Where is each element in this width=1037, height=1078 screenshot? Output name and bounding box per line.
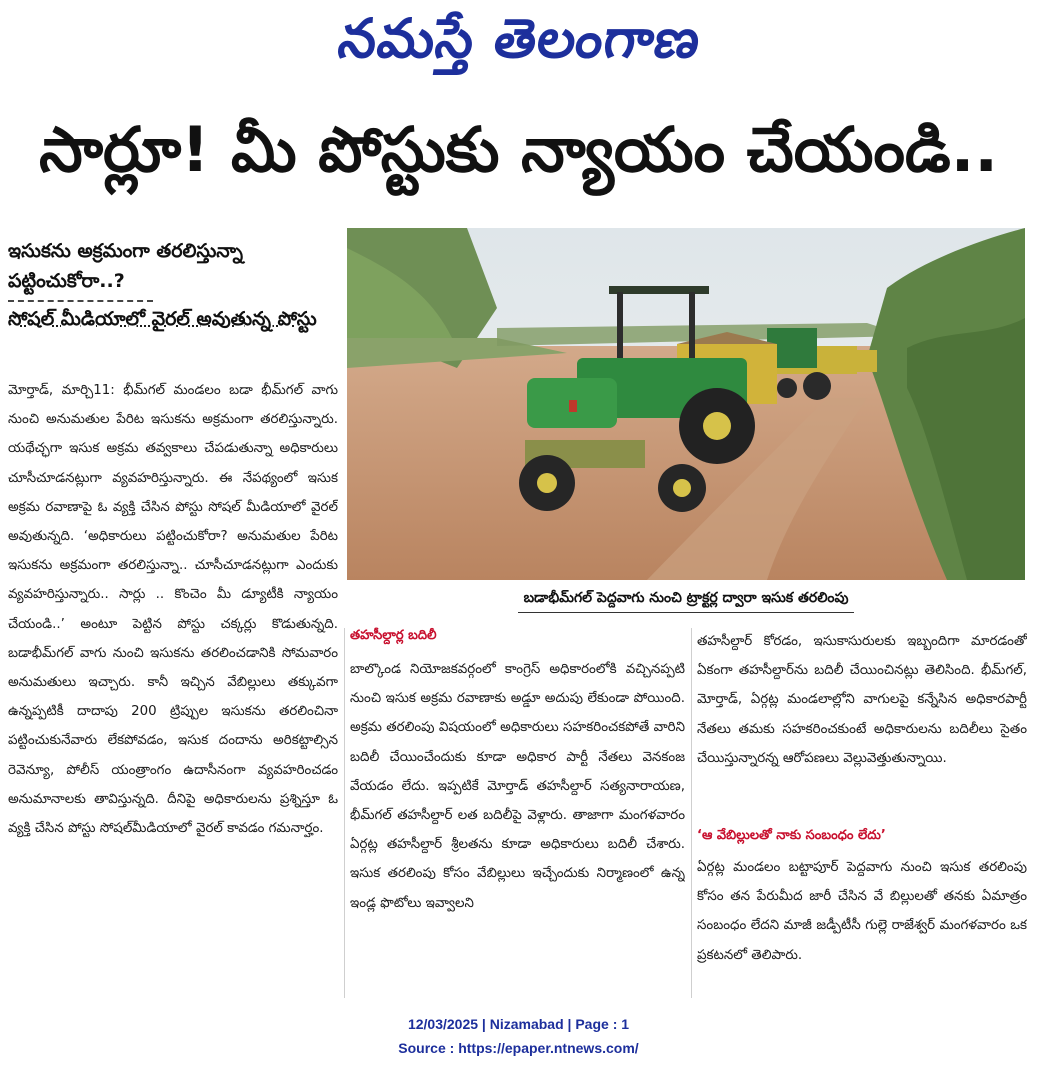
news-photo-tractors [347, 228, 1025, 580]
article-column-3: తహసీల్దార్ కోరడం, ఇసుకాసురులకు ఇబ్బందిగా మారడంతో ఏకంగా తహసీల్దార్‌ను బదిలీ చేయించినట్లు తెలిసింది. భీమ్‌గల్, మోర్తాడ్, ఏర్గట్ల మండలాల్లోని వాగులపై కన్నేసిన అధికారపార్టీ నేతలు తమకు సహకరించకుంటే అధికారులను బదిలీలు సైతం చేయిస్తున్నారన్న ఆరోపణలు వెల్లువెత్తుతున్నాయి. [697, 634, 1027, 766]
masthead-title: నమస్తే తెలంగాణ [334, 6, 705, 70]
article-column-1: మోర్తాడ్, మార్చి11: భీమ్‌గల్ మండలం బడా భీమ్‌గల్ వాగు నుంచి అనుమతుల పేరిట ఇసుకను అక్రమంగా తరలిస్తున్నారు. యథేచ్ఛగా ఇసుక అక్రమ తవ్వకాలు చేపడుతున్నా అధికారులు చూసీచూడనట్లుగా వ్యవహరిస్తున్నారు. ఈ నేపథ్యంలో ఇసుక అక్రమ రవాణాపై ఓ వ్యక్తి చేసిన పోస్టు సోషల్ మీడియాలో వైరల్ అవుతున్నది. ‘అధికారులు పట్టించుకోరా? అనుమతుల పేరిట ఇసుకను అక్రమంగా తరలిస్తున్నా.. చూసీచూడనట్లుగా ఎందుకు వ్యవహరిస్తున్నారు.. సార్లు .. కొంచెం మీ డ్యూటీకి న్యాయం చేయండి..’ అంటూ పెట్టిన పోస్టు చక్కర్లు కొడుతున్నది. బడాభీమ్‌గల్ వాగు నుంచి ఇసుకను తరలించడానికి సోమవారం అనుమతులు ఇచ్చారు. కానీ ఇచ్చిన వేబిల్లులు తక్కువగా ఉన్నప్పటికీ దాదాపు 200 ట్రిప్పుల ఇసుకను తరలించినా పట్టించుకునేవారు లేకపోవడం, ఇసుక దందాను అరికట్టాల్సిన రెవెన్యూ, పోలీస్ యంత్రాంగం ఉదాసీనంగా వ్యవహరించడం అనుమానాలకు తావిస్తున్నది. దీనిపై అధికారులను ప్రశ్నిస్తూ ఓ వ్యక్తి చేసిన పోస్టు సోషల్‌మీడియాలో వైరల్ కావడం గమనార్హం. [8, 383, 338, 837]
photo-caption [347, 585, 1025, 617]
subhead-transfers: తహసీల్దార్ల బదిలీ [350, 628, 437, 643]
headline: సార్లూ! మీ పోస్టుకు న్యాయం చేయండి.. [39, 113, 998, 186]
column-divider [691, 628, 692, 998]
photo-caption-text: బడాభీమ్‌గల్ పెద్దవాగు నుంచి ట్రాక్టర్ల ద్వారా ఇసుక తరలింపు [518, 590, 855, 613]
article-column-3-continued: ఏర్గట్ల మండలం బట్టాపూర్ పెద్దవాగు నుంచి ఇసుక తరలింపు కోసం తన పేరుమీద జారీ చేసిన వే బిల్లులతో తనకు ఏమాత్రం సంబంధం లేదని మాజీ జడ్పీటీసీ గుల్లె రాజేశ్వర్ మంగళవారం ఒక ప్రకటనలో తెలిపారు. [697, 860, 1027, 963]
kicker-divider [8, 300, 153, 302]
footer-edition-info: 12/03/2025 | Nizamabad | Page : 1 [407, 1016, 630, 1032]
column-divider [344, 628, 345, 998]
footer-source-link[interactable]: Source : https://epaper.ntnews.com/ [398, 1040, 639, 1056]
kicker-question: ఇసుకను అక్రమంగా తరలిస్తున్నా పట్టించుకోరా..? [8, 240, 243, 292]
kicker-viral-post: సోషల్ మీడియాలో వైరల్ అవుతున్న పోస్టు [8, 308, 317, 330]
masthead-logo [0, 6, 1037, 84]
subhead-waybills: ‘ఆ వేబిల్లులతో నాకు సంబంధం లేదు’ [697, 828, 886, 843]
article-column-2: బాల్కొండ నియోజకవర్గంలో కాంగ్రెస్ అధికారంలోకి వచ్చినప్పటి నుంచి ఇసుక అక్రమ రవాణాకు అడ్డూ అదుపు లేకుండా పోయింది. అక్రమ తరలింపు విషయంలో అధికారులు సహకరించకపోతే వారిని బదిలీ చేయించేందుకు కూడా అధికార పార్టీ నేతలు వెనకంజ వేయడం లేదు. ఇప్పటికే మోర్తాడ్ తహసీల్దార్ సత్యనారాయణ, భీమ్‌గల్ తహసీల్దార్ లత బదిలీపై వెళ్లారు. తాజాగా మంగళవారం ఏర్గట్ల తహసీల్దార్ శ్రీలతను కూడా అధికారులు బదిలీ చేశారు. ఇసుక తరలింపు కోసం వేబిల్లులు ఇచ్చేందుకు నిర్మాణంలో ఉన్న ఇండ్ల ఫొటోలు ఇవ్వాలని [350, 662, 685, 911]
photo-illustration [347, 228, 1025, 580]
